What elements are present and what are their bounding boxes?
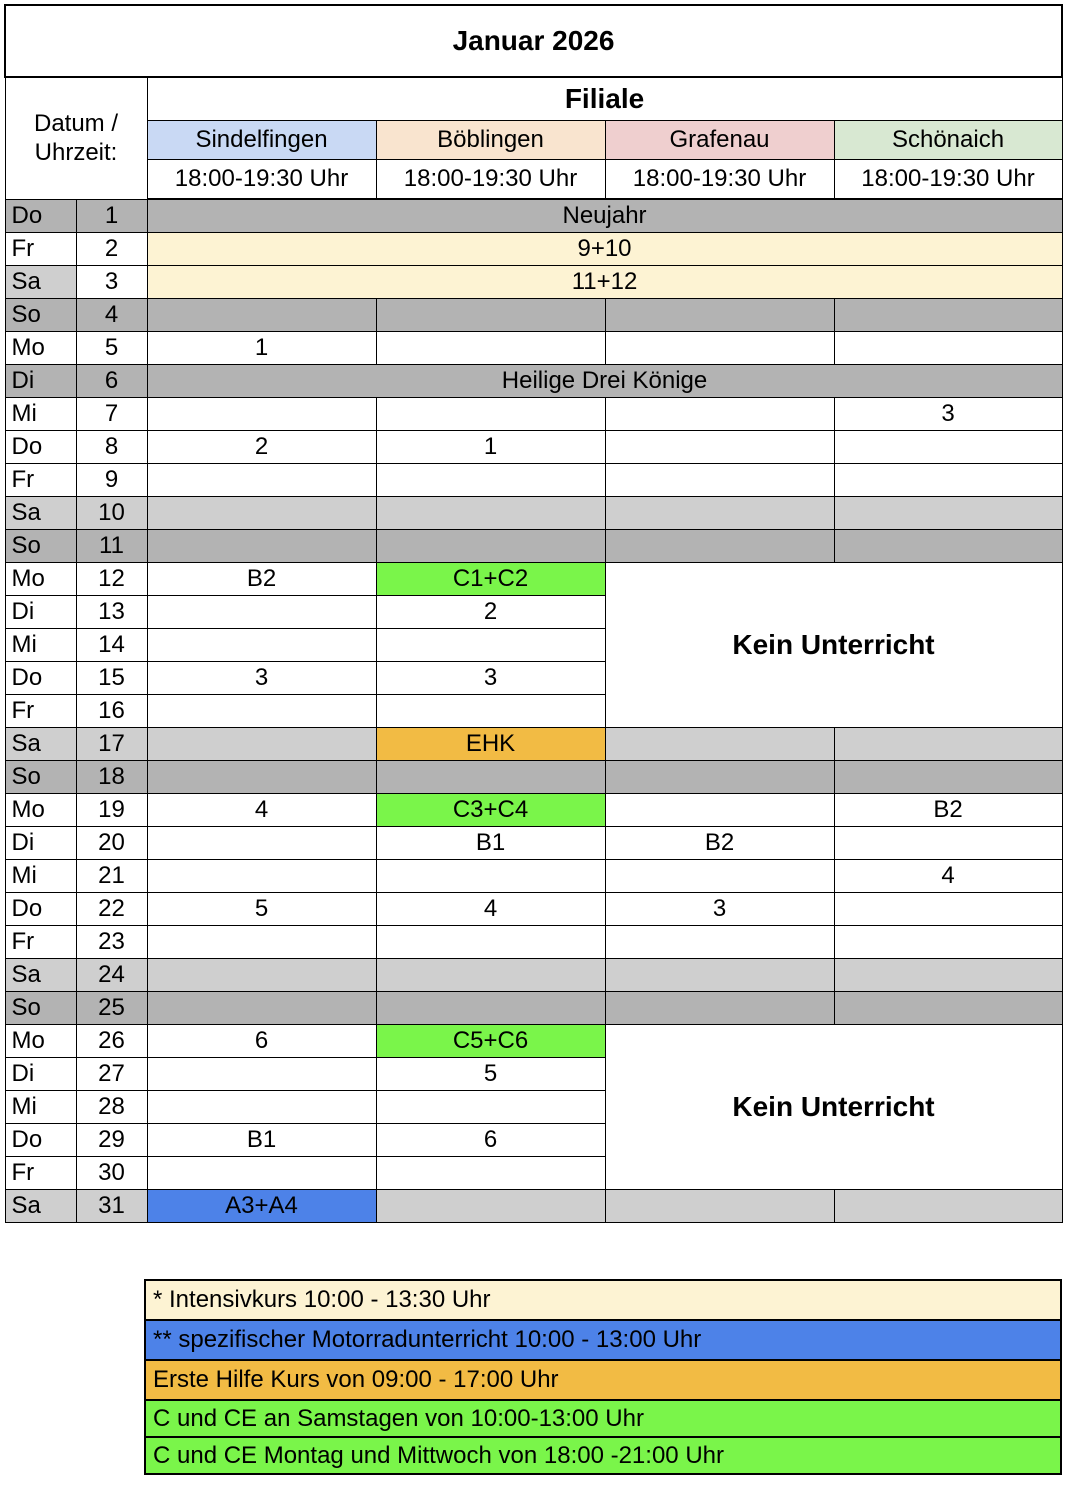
course-cell: 4: [834, 860, 1062, 893]
datum-label: Datum /: [33, 110, 119, 138]
course-cell: [605, 926, 834, 959]
course-cell: [834, 959, 1062, 992]
course-cell: [147, 761, 376, 794]
course-cell: [376, 992, 605, 1025]
branch-grafenau: Grafenau: [605, 121, 834, 160]
weekday-cell: Fr: [5, 926, 76, 959]
course-cell: [834, 926, 1062, 959]
course-cell: B2: [147, 563, 376, 596]
course-cell: [605, 332, 834, 365]
day-row: [5, 530, 1062, 563]
weekday-cell: Do: [5, 431, 76, 464]
weekday-cell: Mo: [5, 332, 76, 365]
course-cell: [376, 1157, 605, 1190]
date-cell: 24: [76, 959, 147, 992]
date-cell: 14: [76, 629, 147, 662]
course-cell: [376, 497, 605, 530]
course-cell: 2: [376, 596, 605, 629]
day-row: [5, 464, 1062, 497]
branch-sindelfingen: Sindelfingen: [147, 121, 376, 160]
course-cell: B2: [605, 827, 834, 860]
weekday-cell: Mi: [5, 860, 76, 893]
course-cell: [147, 1157, 376, 1190]
course-cell: [147, 695, 376, 728]
date-cell: 7: [76, 398, 147, 431]
course-cell: [605, 761, 834, 794]
day-row: [5, 299, 1062, 332]
intensive-course-cell: 11+12: [147, 266, 1062, 299]
course-cell: [605, 398, 834, 431]
weekday-cell: So: [5, 761, 76, 794]
day-row: [5, 431, 1062, 464]
weekday-cell: Mo: [5, 794, 76, 827]
course-cell: [834, 299, 1062, 332]
weekday-cell: Di: [5, 827, 76, 860]
course-cell: [376, 398, 605, 431]
weekday-cell: Sa: [5, 497, 76, 530]
legend-item: Erste Hilfe Kurs von 09:00 - 17:00 Uhr: [145, 1360, 1061, 1400]
legend-item: * Intensivkurs 10:00 - 13:30 Uhr: [145, 1280, 1061, 1320]
course-cell: EHK: [376, 728, 605, 761]
day-row: [5, 199, 1062, 233]
course-cell: [147, 530, 376, 563]
date-cell: 11: [76, 530, 147, 563]
weekday-cell: So: [5, 299, 76, 332]
time-schoenaich: 18:00-19:30 Uhr: [834, 160, 1062, 200]
page-title: Januar 2026: [5, 5, 1062, 77]
date-cell: 15: [76, 662, 147, 695]
course-cell: 3: [834, 398, 1062, 431]
course-cell: [147, 1058, 376, 1091]
course-cell: [147, 926, 376, 959]
weekday-cell: Sa: [5, 959, 76, 992]
course-cell: C3+C4: [376, 794, 605, 827]
day-row: [5, 365, 1062, 398]
legend-item: ** spezifischer Motorradunterricht 10:00 - 13:00 Uhr: [145, 1320, 1061, 1360]
day-row: [5, 497, 1062, 530]
day-row: [5, 728, 1062, 761]
date-cell: 21: [76, 860, 147, 893]
course-cell: [376, 1091, 605, 1124]
uhrzeit-label: Uhrzeit:: [34, 139, 118, 167]
course-cell: [376, 959, 605, 992]
datum-uhrzeit-header: [5, 77, 147, 199]
day-row: [5, 860, 1062, 893]
weekday-cell: Do: [5, 662, 76, 695]
course-cell: 1: [376, 431, 605, 464]
course-cell: [147, 1091, 376, 1124]
weekday-cell: Sa: [5, 266, 76, 299]
filiale-header: Filiale: [147, 77, 1062, 121]
date-cell: 28: [76, 1091, 147, 1124]
course-cell: [834, 1190, 1062, 1223]
date-cell: 27: [76, 1058, 147, 1091]
schedule-table: [4, 4, 1063, 1223]
branch-schoenaich: Schönaich: [834, 121, 1062, 160]
date-cell: 4: [76, 299, 147, 332]
weekday-cell: Mi: [5, 1091, 76, 1124]
time-boeblingen: 18:00-19:30 Uhr: [376, 160, 605, 200]
date-cell: 3: [76, 266, 147, 299]
legend: [144, 1279, 1062, 1475]
no-class-block: Kein Unterricht: [605, 563, 1062, 728]
weekday-cell: Fr: [5, 464, 76, 497]
course-cell: [147, 629, 376, 662]
date-cell: 25: [76, 992, 147, 1025]
course-cell: [605, 431, 834, 464]
holiday-cell: Heilige Drei Könige: [147, 365, 1062, 398]
day-row: [5, 827, 1062, 860]
day-row: [5, 959, 1062, 992]
day-row: [5, 1025, 1062, 1058]
day-row: [5, 332, 1062, 365]
course-cell: [834, 332, 1062, 365]
course-cell: [376, 629, 605, 662]
course-cell: [147, 827, 376, 860]
course-cell: [376, 530, 605, 563]
course-cell: [147, 464, 376, 497]
date-cell: 2: [76, 233, 147, 266]
date-cell: 5: [76, 332, 147, 365]
course-cell: [834, 530, 1062, 563]
day-row: [5, 992, 1062, 1025]
date-cell: 31: [76, 1190, 147, 1223]
course-cell: [147, 299, 376, 332]
date-cell: 17: [76, 728, 147, 761]
weekday-cell: Do: [5, 1124, 76, 1157]
holiday-cell: Neujahr: [147, 199, 1062, 233]
date-cell: 18: [76, 761, 147, 794]
course-cell: B2: [834, 794, 1062, 827]
course-cell: 6: [147, 1025, 376, 1058]
time-grafenau: 18:00-19:30 Uhr: [605, 160, 834, 200]
course-cell: [605, 959, 834, 992]
day-row: [5, 926, 1062, 959]
course-cell: [834, 464, 1062, 497]
course-cell: [376, 332, 605, 365]
course-cell: [834, 992, 1062, 1025]
course-cell: [605, 530, 834, 563]
course-cell: [834, 728, 1062, 761]
weekday-cell: Di: [5, 596, 76, 629]
course-cell: [605, 728, 834, 761]
weekday-cell: Fr: [5, 233, 76, 266]
course-cell: [605, 992, 834, 1025]
course-cell: [834, 761, 1062, 794]
day-row: [5, 893, 1062, 926]
legend-item: C und CE Montag und Mittwoch von 18:00 -21:00 Uhr: [145, 1437, 1061, 1474]
course-cell: C1+C2: [376, 563, 605, 596]
course-cell: 2: [147, 431, 376, 464]
course-cell: [376, 926, 605, 959]
course-cell: C5+C6: [376, 1025, 605, 1058]
weekday-cell: Mo: [5, 563, 76, 596]
date-cell: 20: [76, 827, 147, 860]
day-row: [5, 266, 1062, 299]
date-cell: 1: [76, 199, 147, 233]
weekday-cell: Mi: [5, 629, 76, 662]
course-cell: [605, 860, 834, 893]
course-cell: [605, 299, 834, 332]
course-cell: 5: [147, 893, 376, 926]
legend-item: C und CE an Samstagen von 10:00-13:00 Uhr: [145, 1400, 1061, 1437]
course-cell: 3: [376, 662, 605, 695]
no-class-block: Kein Unterricht: [605, 1025, 1062, 1190]
date-cell: 19: [76, 794, 147, 827]
course-cell: 5: [376, 1058, 605, 1091]
course-cell: B1: [376, 827, 605, 860]
date-cell: 13: [76, 596, 147, 629]
date-cell: 8: [76, 431, 147, 464]
day-row: [5, 1190, 1062, 1223]
course-cell: [376, 761, 605, 794]
weekday-cell: Di: [5, 1058, 76, 1091]
day-row: [5, 794, 1062, 827]
weekday-cell: So: [5, 992, 76, 1025]
weekday-cell: Mo: [5, 1025, 76, 1058]
course-cell: [376, 1190, 605, 1223]
course-cell: [147, 959, 376, 992]
course-cell: [376, 464, 605, 497]
course-cell: 3: [605, 893, 834, 926]
course-cell: 3: [147, 662, 376, 695]
weekday-cell: So: [5, 530, 76, 563]
course-cell: [147, 728, 376, 761]
date-cell: 10: [76, 497, 147, 530]
weekday-cell: Di: [5, 365, 76, 398]
course-cell: [605, 464, 834, 497]
course-cell: [834, 497, 1062, 530]
date-cell: 22: [76, 893, 147, 926]
weekday-cell: Sa: [5, 728, 76, 761]
date-cell: 9: [76, 464, 147, 497]
weekday-cell: Fr: [5, 695, 76, 728]
course-cell: 6: [376, 1124, 605, 1157]
course-cell: [605, 1190, 834, 1223]
course-cell: [147, 398, 376, 431]
course-cell: [605, 497, 834, 530]
intensive-course-cell: 9+10: [147, 233, 1062, 266]
date-cell: 23: [76, 926, 147, 959]
weekday-cell: Do: [5, 199, 76, 233]
course-cell: [147, 497, 376, 530]
date-cell: 12: [76, 563, 147, 596]
day-row: [5, 563, 1062, 596]
course-cell: 4: [147, 794, 376, 827]
day-row: [5, 233, 1062, 266]
weekday-cell: Fr: [5, 1157, 76, 1190]
date-cell: 29: [76, 1124, 147, 1157]
course-cell: [834, 431, 1062, 464]
day-row: [5, 398, 1062, 431]
course-cell: B1: [147, 1124, 376, 1157]
course-cell: A3+A4: [147, 1190, 376, 1223]
course-cell: [834, 827, 1062, 860]
course-cell: [376, 695, 605, 728]
course-cell: [834, 893, 1062, 926]
course-cell: 1: [147, 332, 376, 365]
day-row: [5, 761, 1062, 794]
branch-boeblingen: Böblingen: [376, 121, 605, 160]
course-cell: [147, 992, 376, 1025]
weekday-cell: Sa: [5, 1190, 76, 1223]
time-sindelfingen: 18:00-19:30 Uhr: [147, 160, 376, 200]
weekday-cell: Mi: [5, 398, 76, 431]
date-cell: 16: [76, 695, 147, 728]
course-cell: [147, 596, 376, 629]
course-cell: [147, 860, 376, 893]
course-cell: [605, 794, 834, 827]
course-cell: 4: [376, 893, 605, 926]
course-cell: [376, 860, 605, 893]
date-cell: 6: [76, 365, 147, 398]
date-cell: 26: [76, 1025, 147, 1058]
weekday-cell: Do: [5, 893, 76, 926]
date-cell: 30: [76, 1157, 147, 1190]
course-cell: [376, 299, 605, 332]
